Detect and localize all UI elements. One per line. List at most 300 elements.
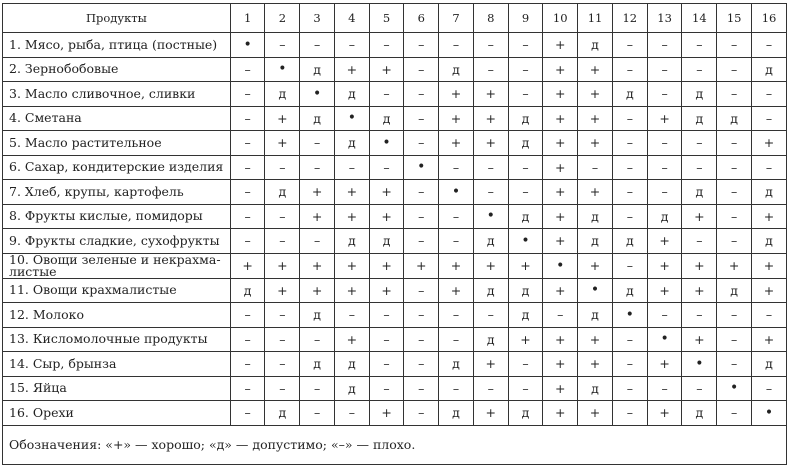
compatibility-cell: – xyxy=(300,401,335,426)
compatibility-cell: д xyxy=(473,327,508,352)
compatibility-cell: – xyxy=(439,33,474,58)
compatibility-cell: – xyxy=(682,376,717,401)
compatibility-cell: – xyxy=(473,57,508,82)
compatibility-cell: – xyxy=(682,155,717,180)
compatibility-cell: – xyxy=(717,327,752,352)
compatibility-cell: – xyxy=(404,376,439,401)
compatibility-cell: д xyxy=(439,352,474,377)
compatibility-cell: – xyxy=(265,155,300,180)
compatibility-cell: – xyxy=(612,33,647,58)
compatibility-cell: – xyxy=(473,303,508,328)
compatibility-cell: – xyxy=(508,155,543,180)
compatibility-cell: – xyxy=(300,327,335,352)
compatibility-cell: – xyxy=(369,376,404,401)
compatibility-cell: – xyxy=(752,82,787,107)
compatibility-cell: – xyxy=(682,33,717,58)
product-name: 14. Сыр, брынза xyxy=(3,352,231,377)
compatibility-cell: – xyxy=(647,57,682,82)
compatibility-cell: д xyxy=(752,180,787,205)
table-row xyxy=(3,155,787,180)
compatibility-cell: – xyxy=(682,303,717,328)
compatibility-cell: + xyxy=(578,180,613,205)
compatibility-cell: + xyxy=(265,106,300,131)
compatibility-cell: – xyxy=(230,155,265,180)
compatibility-cell: – xyxy=(265,204,300,229)
column-header: 5 xyxy=(369,4,404,33)
compatibility-cell: – xyxy=(300,33,335,58)
compatibility-cell: + xyxy=(369,180,404,205)
compatibility-cell: + xyxy=(578,401,613,426)
column-header: 4 xyxy=(334,4,369,33)
column-header: 1 xyxy=(230,4,265,33)
table-row xyxy=(3,106,787,131)
compatibility-cell: – xyxy=(508,352,543,377)
compatibility-cell: + xyxy=(300,204,335,229)
column-header: 11 xyxy=(578,4,613,33)
compatibility-cell: – xyxy=(300,155,335,180)
compatibility-cell: – xyxy=(265,327,300,352)
compatibility-cell: – xyxy=(717,352,752,377)
compatibility-cell: + xyxy=(543,131,578,156)
compatibility-cell: – xyxy=(439,155,474,180)
table-row xyxy=(3,352,787,377)
compatibility-cell: + xyxy=(543,57,578,82)
compatibility-cell: – xyxy=(508,82,543,107)
table-row xyxy=(3,57,787,82)
compatibility-cell: – xyxy=(404,229,439,254)
compatibility-cell: + xyxy=(265,253,300,278)
compatibility-cell: д xyxy=(439,57,474,82)
compatibility-cell: д xyxy=(752,57,787,82)
compatibility-cell: д xyxy=(439,401,474,426)
compatibility-cell: – xyxy=(682,131,717,156)
compatibility-cell: – xyxy=(404,278,439,303)
compatibility-cell: – xyxy=(717,180,752,205)
compatibility-cell: – xyxy=(717,155,752,180)
compatibility-cell: д xyxy=(473,278,508,303)
compatibility-cell: д xyxy=(578,204,613,229)
compatibility-cell: – xyxy=(612,352,647,377)
compatibility-cell: + xyxy=(404,253,439,278)
compatibility-cell: – xyxy=(439,376,474,401)
compatibility-cell: – xyxy=(717,82,752,107)
compatibility-cell: • xyxy=(717,376,752,401)
compatibility-cell: + xyxy=(752,131,787,156)
compatibility-cell: – xyxy=(230,131,265,156)
compatibility-cell: + xyxy=(752,278,787,303)
compatibility-cell: – xyxy=(439,229,474,254)
compatibility-cell: – xyxy=(752,303,787,328)
table-row xyxy=(3,253,787,278)
compatibility-cell: – xyxy=(508,180,543,205)
compatibility-cell: + xyxy=(369,57,404,82)
compatibility-cell: + xyxy=(334,204,369,229)
compatibility-cell: – xyxy=(682,229,717,254)
compatibility-cell: д xyxy=(334,82,369,107)
compatibility-cell: – xyxy=(508,376,543,401)
compatibility-cell: – xyxy=(334,401,369,426)
compatibility-cell: + xyxy=(439,106,474,131)
compatibility-cell: д xyxy=(508,278,543,303)
compatibility-cell: + xyxy=(682,278,717,303)
compatibility-cell: – xyxy=(369,352,404,377)
compatibility-cell: – xyxy=(265,376,300,401)
compatibility-cell: – xyxy=(404,327,439,352)
compatibility-cell: – xyxy=(647,82,682,107)
compatibility-cell: д xyxy=(334,376,369,401)
compatibility-cell: – xyxy=(334,303,369,328)
compatibility-cell: – xyxy=(230,229,265,254)
compatibility-cell: – xyxy=(230,401,265,426)
compatibility-cell: • xyxy=(612,303,647,328)
compatibility-cell: + xyxy=(647,278,682,303)
compatibility-cell: – xyxy=(612,180,647,205)
column-header: 10 xyxy=(543,4,578,33)
compatibility-cell: – xyxy=(752,33,787,58)
table-row xyxy=(3,278,787,303)
compatibility-cell: – xyxy=(717,131,752,156)
compatibility-cell: • xyxy=(230,33,265,58)
product-name: 12. Молоко xyxy=(3,303,231,328)
compatibility-cell: д xyxy=(578,376,613,401)
compatibility-cell: д xyxy=(682,180,717,205)
legend-row xyxy=(3,425,787,464)
compatibility-cell: – xyxy=(230,376,265,401)
compatibility-cell: д xyxy=(578,33,613,58)
compatibility-cell: – xyxy=(230,352,265,377)
compatibility-cell: + xyxy=(578,106,613,131)
compatibility-cell: – xyxy=(404,180,439,205)
table-row xyxy=(3,376,787,401)
compatibility-cell: + xyxy=(543,401,578,426)
product-name: 10. Овощи зеленые и некрахма-листые xyxy=(3,253,231,278)
compatibility-cell: д xyxy=(334,229,369,254)
compatibility-cell: + xyxy=(473,82,508,107)
compatibility-cell: • xyxy=(508,229,543,254)
table-row xyxy=(3,229,787,254)
compatibility-cell: • xyxy=(265,57,300,82)
compatibility-cell: д xyxy=(334,131,369,156)
compatibility-cell: + xyxy=(543,82,578,107)
compatibility-cell: д xyxy=(508,106,543,131)
compatibility-cell: д xyxy=(682,82,717,107)
compatibility-cell: – xyxy=(647,131,682,156)
compatibility-cell: + xyxy=(300,278,335,303)
table-row xyxy=(3,82,787,107)
table-row xyxy=(3,327,787,352)
compatibility-cell: – xyxy=(265,352,300,377)
compatibility-cell: – xyxy=(404,131,439,156)
compatibility-cell: – xyxy=(369,303,404,328)
product-name: 6. Сахар, кондитерские изделия xyxy=(3,155,231,180)
compatibility-cell: • xyxy=(473,204,508,229)
column-header: 16 xyxy=(752,4,787,33)
compatibility-cell: – xyxy=(612,401,647,426)
compatibility-cell: + xyxy=(578,57,613,82)
product-name: 3. Масло сливочное, сливки xyxy=(3,82,231,107)
compatibility-cell: + xyxy=(543,204,578,229)
compatibility-cell: – xyxy=(404,57,439,82)
compatibility-cell: + xyxy=(334,253,369,278)
table-row xyxy=(3,303,787,328)
compatibility-cell: + xyxy=(543,278,578,303)
compatibility-cell: + xyxy=(752,253,787,278)
compatibility-cell: – xyxy=(473,33,508,58)
compatibility-cell: + xyxy=(473,106,508,131)
compatibility-cell: + xyxy=(300,253,335,278)
compatibility-cell: + xyxy=(543,376,578,401)
product-name: 5. Масло растительное xyxy=(3,131,231,156)
compatibility-cell: + xyxy=(334,180,369,205)
compatibility-cell: – xyxy=(439,327,474,352)
compatibility-cell: д xyxy=(682,401,717,426)
compatibility-cell: – xyxy=(265,303,300,328)
compatibility-cell: д xyxy=(717,106,752,131)
compatibility-cell: д xyxy=(265,401,300,426)
table-body xyxy=(3,33,787,426)
compatibility-cell: – xyxy=(230,57,265,82)
compatibility-cell: + xyxy=(334,278,369,303)
compatibility-cell: – xyxy=(369,82,404,107)
compatibility-cell: + xyxy=(439,131,474,156)
compatibility-cell: – xyxy=(230,327,265,352)
compatibility-cell: + xyxy=(578,253,613,278)
compatibility-cell: – xyxy=(612,106,647,131)
compatibility-cell: + xyxy=(647,352,682,377)
compatibility-cell: д xyxy=(578,303,613,328)
compatibility-cell: • xyxy=(647,327,682,352)
compatibility-cell: д xyxy=(612,278,647,303)
compatibility-cell: д xyxy=(752,229,787,254)
compatibility-cell: + xyxy=(508,327,543,352)
compatibility-cell: – xyxy=(439,204,474,229)
compatibility-cell: + xyxy=(334,57,369,82)
compatibility-cell: д xyxy=(369,229,404,254)
compatibility-cell: + xyxy=(647,253,682,278)
compatibility-cell: + xyxy=(439,278,474,303)
compatibility-cell: д xyxy=(300,57,335,82)
compatibility-cell: – xyxy=(612,327,647,352)
table-row xyxy=(3,401,787,426)
compatibility-cell: + xyxy=(439,253,474,278)
column-header: 3 xyxy=(300,4,335,33)
compatibility-cell: д xyxy=(612,229,647,254)
compatibility-cell: – xyxy=(334,33,369,58)
product-name: 8. Фрукты кислые, помидоры xyxy=(3,204,231,229)
compatibility-cell: + xyxy=(473,352,508,377)
compatibility-cell: – xyxy=(717,229,752,254)
compatibility-cell: + xyxy=(543,33,578,58)
column-header: 8 xyxy=(473,4,508,33)
compatibility-cell: • xyxy=(752,401,787,426)
compatibility-cell: + xyxy=(682,327,717,352)
compatibility-cell: + xyxy=(439,82,474,107)
compatibility-cell: д xyxy=(647,204,682,229)
compatibility-cell: + xyxy=(543,229,578,254)
compatibility-cell: – xyxy=(230,303,265,328)
compatibility-cell: + xyxy=(543,327,578,352)
compatibility-cell: – xyxy=(752,106,787,131)
compatibility-cell: + xyxy=(473,253,508,278)
compatibility-cell: – xyxy=(717,401,752,426)
compatibility-cell: + xyxy=(300,180,335,205)
compatibility-cell: – xyxy=(612,57,647,82)
compatibility-cell: – xyxy=(508,57,543,82)
compatibility-cell: – xyxy=(369,155,404,180)
compatibility-cell: – xyxy=(404,352,439,377)
compatibility-cell: + xyxy=(369,401,404,426)
compatibility-cell: д xyxy=(300,303,335,328)
column-header: 6 xyxy=(404,4,439,33)
compatibility-cell: – xyxy=(647,376,682,401)
column-header: 13 xyxy=(647,4,682,33)
compatibility-cell: д xyxy=(612,82,647,107)
compatibility-cell: д xyxy=(578,229,613,254)
compatibility-cell: + xyxy=(508,253,543,278)
compatibility-cell: д xyxy=(508,131,543,156)
compatibility-cell: + xyxy=(682,253,717,278)
table-row xyxy=(3,204,787,229)
compatibility-cell: – xyxy=(230,204,265,229)
column-header: 14 xyxy=(682,4,717,33)
compatibility-cell: + xyxy=(717,253,752,278)
compatibility-cell: + xyxy=(473,131,508,156)
compatibility-cell: + xyxy=(647,229,682,254)
compatibility-cell: + xyxy=(682,204,717,229)
compatibility-cell: + xyxy=(543,180,578,205)
compatibility-cell: + xyxy=(473,401,508,426)
compatibility-cell: – xyxy=(404,204,439,229)
compatibility-cell: – xyxy=(612,253,647,278)
compatibility-cell: + xyxy=(647,106,682,131)
compatibility-cell: • xyxy=(578,278,613,303)
product-name: 7. Хлеб, крупы, картофель xyxy=(3,180,231,205)
compatibility-cell: • xyxy=(543,253,578,278)
compatibility-cell: – xyxy=(543,303,578,328)
compatibility-cell: + xyxy=(334,327,369,352)
compatibility-cell: + xyxy=(265,278,300,303)
compatibility-cell: – xyxy=(473,155,508,180)
compatibility-cell: – xyxy=(334,155,369,180)
table-row xyxy=(3,33,787,58)
compatibility-cell: + xyxy=(578,82,613,107)
compatibility-cell: – xyxy=(300,229,335,254)
compatibility-cell: – xyxy=(612,204,647,229)
compatibility-cell: – xyxy=(369,327,404,352)
compatibility-cell: д xyxy=(265,82,300,107)
compatibility-cell: + xyxy=(230,253,265,278)
compatibility-cell: – xyxy=(612,155,647,180)
compatibility-cell: – xyxy=(404,82,439,107)
compatibility-cell: • xyxy=(682,352,717,377)
compatibility-cell: – xyxy=(717,33,752,58)
compatibility-cell: – xyxy=(612,376,647,401)
compatibility-cell: + xyxy=(578,131,613,156)
compatibility-cell: д xyxy=(508,303,543,328)
compatibility-cell: – xyxy=(508,33,543,58)
compatibility-cell: – xyxy=(647,303,682,328)
compatibility-cell: – xyxy=(647,33,682,58)
product-name: 16. Орехи xyxy=(3,401,231,426)
compatibility-cell: + xyxy=(752,327,787,352)
compatibility-cell: – xyxy=(473,180,508,205)
compatibility-cell: д xyxy=(508,401,543,426)
compatibility-cell: • xyxy=(300,82,335,107)
compatibility-cell: + xyxy=(369,253,404,278)
compatibility-cell: + xyxy=(543,155,578,180)
compatibility-cell: – xyxy=(265,229,300,254)
compatibility-cell: – xyxy=(647,155,682,180)
compatibility-cell: д xyxy=(265,180,300,205)
compatibility-cell: – xyxy=(682,57,717,82)
compatibility-cell: – xyxy=(230,106,265,131)
product-name: 4. Сметана xyxy=(3,106,231,131)
compatibility-cell: + xyxy=(647,401,682,426)
compatibility-cell: • xyxy=(439,180,474,205)
compatibility-cell: + xyxy=(578,352,613,377)
compatibility-cell: – xyxy=(369,33,404,58)
compatibility-cell: – xyxy=(439,303,474,328)
compatibility-cell: – xyxy=(404,33,439,58)
compatibility-cell: + xyxy=(543,106,578,131)
compatibility-cell: – xyxy=(300,131,335,156)
compatibility-cell: – xyxy=(717,204,752,229)
compatibility-cell: д xyxy=(682,106,717,131)
column-header: 7 xyxy=(439,4,474,33)
compatibility-cell: д xyxy=(369,106,404,131)
compatibility-cell: – xyxy=(300,376,335,401)
column-header: 2 xyxy=(265,4,300,33)
compatibility-cell: – xyxy=(473,376,508,401)
compatibility-cell: + xyxy=(578,327,613,352)
header-row xyxy=(3,4,787,33)
compatibility-cell: + xyxy=(752,204,787,229)
product-name: 13. Кисломолочные продукты xyxy=(3,327,231,352)
compatibility-cell: – xyxy=(404,303,439,328)
compatibility-cell: – xyxy=(578,155,613,180)
legend-text: Обозначения: «+» — хорошо; «д» — допустимо; «–» — плохо. xyxy=(3,425,787,464)
compatibility-cell: – xyxy=(752,376,787,401)
compatibility-cell: д xyxy=(473,229,508,254)
compatibility-cell: – xyxy=(717,57,752,82)
compatibility-cell: д xyxy=(300,106,335,131)
product-name: 11. Овощи крахмалистые xyxy=(3,278,231,303)
compatibility-cell: д xyxy=(508,204,543,229)
compatibility-cell: • xyxy=(369,131,404,156)
food-compatibility-table xyxy=(2,3,787,465)
compatibility-cell: – xyxy=(265,33,300,58)
compatibility-cell: – xyxy=(404,106,439,131)
compatibility-cell: + xyxy=(369,278,404,303)
products-header: Продукты xyxy=(3,4,231,33)
compatibility-cell: + xyxy=(543,352,578,377)
product-name: 9. Фрукты сладкие, сухофрукты xyxy=(3,229,231,254)
compatibility-cell: – xyxy=(404,401,439,426)
compatibility-cell: – xyxy=(717,303,752,328)
compatibility-cell: д xyxy=(717,278,752,303)
compatibility-cell: – xyxy=(230,82,265,107)
product-name: 2. Зернобобовые xyxy=(3,57,231,82)
compatibility-cell: • xyxy=(404,155,439,180)
compatibility-cell: + xyxy=(369,204,404,229)
compatibility-cell: – xyxy=(647,180,682,205)
table-row xyxy=(3,180,787,205)
table-row xyxy=(3,131,787,156)
compatibility-cell: д xyxy=(334,352,369,377)
compatibility-cell: – xyxy=(752,155,787,180)
column-header: 9 xyxy=(508,4,543,33)
compatibility-cell: + xyxy=(265,131,300,156)
